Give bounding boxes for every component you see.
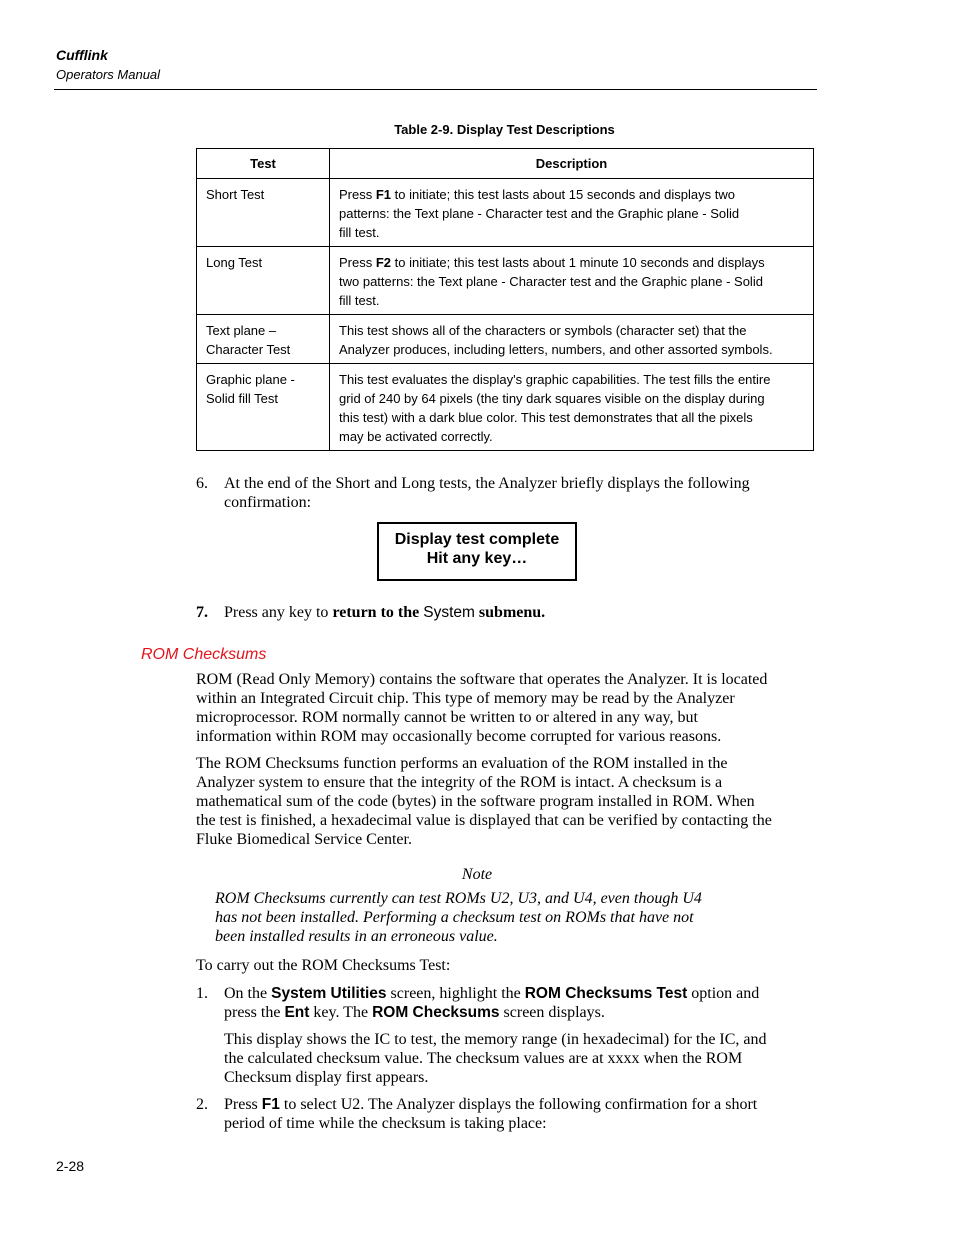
test-name-cell [197,364,330,451]
paragraph-line: Analyzer system to ensure that the integrity of the ROM is intact. A checksum is a [196,774,723,791]
step-text: screen, highlight the [386,985,525,1002]
test-name: Graphic plane - [206,372,295,387]
test-name: Character Test [206,342,291,357]
test-name-cell [197,179,330,247]
option-name: ROM Checksums Test [524,985,688,1002]
paragraph [196,754,826,849]
key-name: Ent [284,1004,310,1021]
step-text: screen displays. [499,1004,605,1021]
description-text: Analyzer produces, including letters, numbers, and other assorted symbols. [339,342,773,357]
header-rule [54,89,817,90]
key-name: F1 [261,1096,280,1113]
confirmation-line: Display test complete [394,531,560,548]
column-header-test: Test [197,149,330,179]
description-cell [330,315,814,364]
table-row [197,247,814,315]
test-name-cell [197,315,330,364]
running-header-title: Cufflink [56,47,108,63]
step-1-detail [224,1030,824,1087]
note-line: has not been installed. Performing a checksum test on ROMs that have not [215,909,694,926]
paragraph-line: ROM (Read Only Memory) contains the software that operates the Analyzer. It is located [196,671,768,688]
paragraph-line: within an Integrated Circuit chip. This type of memory may be read by the Analyzer [196,690,735,707]
step-text: option and [687,985,760,1002]
paragraph-line: microprocessor. ROM normally cannot be written to or altered in any way, but [196,709,698,726]
running-header-subtitle: Operators Manual [56,67,161,82]
step-number: 7. [196,604,208,621]
paragraph-line: Checksum display first appears. [224,1069,429,1086]
paragraph-line: This display shows the IC to test, the memory range (in hexadecimal) for the IC, and [224,1031,767,1048]
description-cell [330,247,814,315]
description-text: Press [339,187,376,202]
test-name: Long Test [206,255,263,270]
description-text: two patterns: the Text plane - Character test and the Graphic plane - Solid [339,274,763,289]
screen-name: System Utilities [271,985,387,1002]
section-heading: ROM Checksums [141,646,267,663]
step-text: press the [224,1004,285,1021]
test-name: Short Test [206,187,265,202]
step-7-text [224,603,824,622]
confirmation-line: Hit any key… [426,550,528,567]
table-caption: Table 2-9. Display Test Descriptions [394,122,615,137]
step-text-line: At the end of the Short and Long tests, the Analyzer briefly displays the following [224,475,750,492]
step-text: Press any key to [224,604,333,621]
note-heading: Note [461,866,493,883]
test-name: Text plane – [206,323,277,338]
description-text: grid of 240 by 64 pixels (the tiny dark squares visible on the display during [339,391,765,406]
step-number: 1. [196,985,208,1002]
test-name: Solid fill Test [206,391,279,406]
description-text: may be activated correctly. [339,429,493,444]
step-1-text [224,984,824,1022]
paragraph-line: The ROM Checksums function performs an evaluation of the ROM installed in the [196,755,728,772]
description-cell [330,364,814,451]
paragraph-line: Fluke Biomedical Service Center. [196,831,412,848]
step-text-line: confirmation: [224,494,312,511]
step-2-text [224,1095,824,1133]
description-cell [330,179,814,247]
step-number: 2. [196,1096,208,1113]
step-text-bold: return to the [332,604,424,621]
step-text: period of time while the checksum is taking place: [224,1115,547,1132]
step-text: On the [224,985,272,1002]
paragraph [196,670,826,746]
description-text: fill test. [339,225,380,240]
paragraph-line: information within ROM may occasionally become corrupted for various reasons. [196,728,722,745]
description-text: This test shows all of the characters or symbols (character set) that the [339,323,747,338]
table-header-row [197,149,814,179]
column-header-description: Description [330,149,814,179]
page-number: 2-28 [56,1158,85,1174]
step-text: to select U2. The Analyzer displays the following confirmation for a short [279,1096,758,1113]
paragraph-line: the test is finished, a hexadecimal value is displayed that can be verified by contacting the [196,812,772,829]
description-text: to initiate; this test lasts about 1 minute 10 seconds and displays [391,255,765,270]
step-text-bold: submenu. [474,604,546,621]
note-line: been installed results in an erroneous value. [215,928,498,945]
description-text: patterns: the Text plane - Character test and the Graphic plane - Solid [339,206,740,221]
key-label: F2 [375,255,392,270]
procedure-intro: To carry out the ROM Checksums Test: [196,957,451,974]
paragraph-line: the calculated checksum value. The checksum values are at xxxx when the ROM [224,1050,743,1067]
description-text: this test) with a dark blue color. This test demonstrates that all the pixels [339,410,753,425]
step-number: 6. [196,475,208,492]
display-test-table [196,148,814,451]
test-name-cell [197,247,330,315]
description-text: fill test. [339,293,380,308]
note-line: ROM Checksums currently can test ROMs U2, U3, and U4, even though U4 [215,890,702,907]
step-text: key. The [309,1004,373,1021]
step-6-text [224,474,824,512]
screen-name: ROM Checksums [372,1004,500,1021]
description-text: This test evaluates the display's graphic capabilities. The test fills the entire [339,372,771,387]
table-row [197,364,814,451]
menu-name: System [423,604,475,621]
table-row [197,179,814,247]
table-row [197,315,814,364]
key-label: F1 [375,187,392,202]
note-body [215,889,755,946]
step-text: Press [224,1096,262,1113]
description-text: Press [339,255,376,270]
paragraph-line: mathematical sum of the code (bytes) in the software program installed in ROM. When [196,793,755,810]
description-text: to initiate; this test lasts about 15 seconds and displays two [391,187,735,202]
confirmation-display-box [377,522,577,581]
